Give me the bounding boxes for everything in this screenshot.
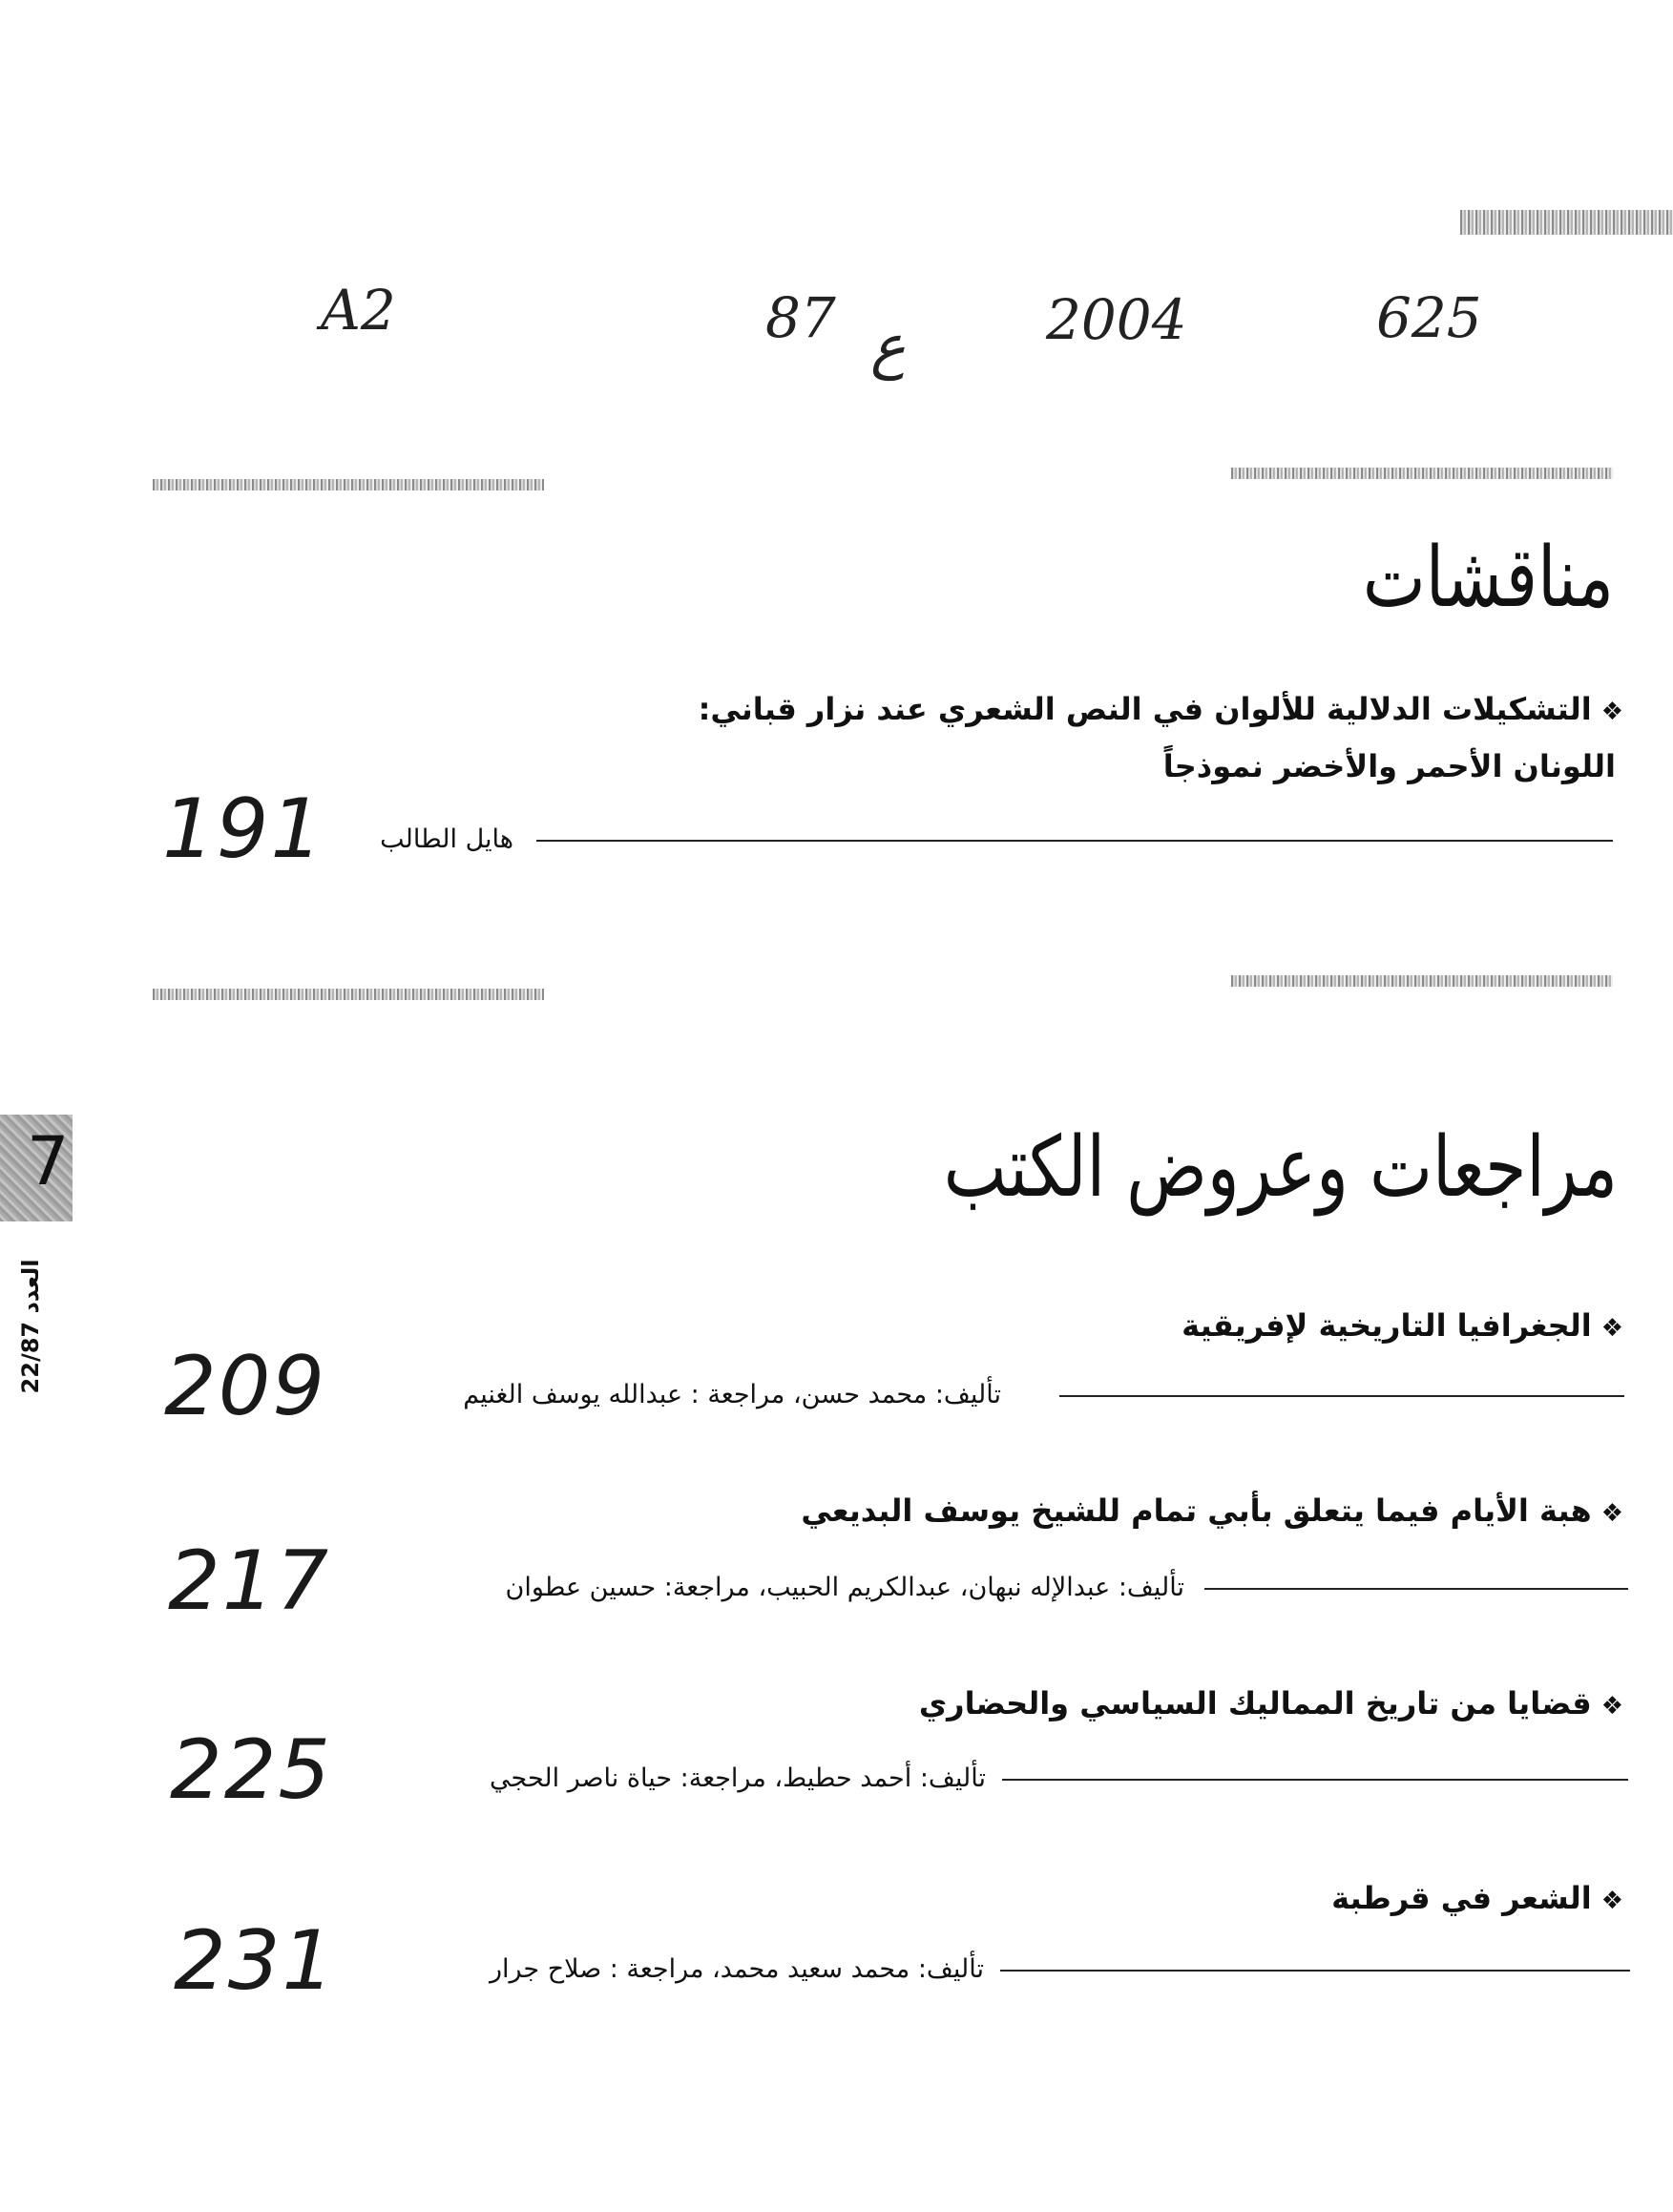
bullet-icon: ❖ [1600,1314,1623,1343]
section-divider-left [153,989,544,1000]
leader-line [536,840,1613,842]
review-item-title: ❖هبة الأيام فيما يتعلق بأبي تمام للشيخ يوسف البديعي [801,1492,1623,1529]
review-item-byline: تأليف: عبدالإله نبهان، عبدالكريم الحبيب، مراجعة: حسين عطوان [505,1573,1184,1602]
review-item-byline: تأليف: محمد سعيد محمد، مراجعة : صلاح جرار [489,1954,984,1984]
review-item-title: ❖الجغرافيا التاريخية لإفريقية [1182,1307,1623,1344]
discussion-item-title-line1: ❖التشكيلات الدلالية للألوان في النص الشعري عند نزار قباني: [698,691,1623,727]
handwritten-note-year: 2004 [1046,287,1187,352]
leader-line [1059,1395,1624,1397]
review-item-byline: تأليف: أحمد حطيط، مراجعة: حياة ناصر الحجي [490,1763,986,1793]
section-title-discussions: مناقشات [1362,528,1614,627]
section-divider-right [1231,975,1613,987]
review-item-byline: تأليف: محمد حسن، مراجعة : عبدالله يوسف الغنيم [463,1380,1001,1409]
review-item-page-number: 231 [174,1913,337,2009]
discussion-item-page-number: 191 [162,782,325,877]
discussion-item-title-line2: اللونان الأحمر والأخضر نموذجاً [1162,748,1616,784]
review-item-page-number: 225 [170,1722,333,1818]
leader-line [1204,1588,1628,1590]
bullet-icon: ❖ [1600,1499,1623,1528]
handwritten-note-left: A2 [321,278,396,343]
review-item-page-number: 209 [164,1339,327,1434]
review-item-title: ❖قضايا من تاريخ المماليك السياسي والحضاري [918,1685,1623,1722]
bullet-icon: ❖ [1600,1692,1623,1721]
section-title-reviews: مراجعات وعروض الكتب [943,1117,1618,1217]
section-divider-right [1231,468,1613,479]
handwritten-note-issue-mark: ع [870,311,906,381]
bullet-icon: ❖ [1600,698,1623,726]
corner-scan-strip [1460,210,1673,235]
review-item-title: ❖الشعر في قرطبة [1331,1880,1623,1916]
handwritten-note-right: 625 [1376,285,1482,350]
leader-line [1002,1779,1628,1781]
discussion-item-byline: هايل الطالب [380,824,513,854]
review-item-page-number: 217 [168,1534,331,1629]
leader-line [1000,1970,1630,1972]
handwritten-note-issue: 87 [765,285,836,350]
bullet-icon: ❖ [1600,1887,1623,1915]
issue-label: العدد 22/87 [17,1259,44,1394]
page-number: 7 [27,1122,70,1200]
section-divider-left [153,479,544,490]
